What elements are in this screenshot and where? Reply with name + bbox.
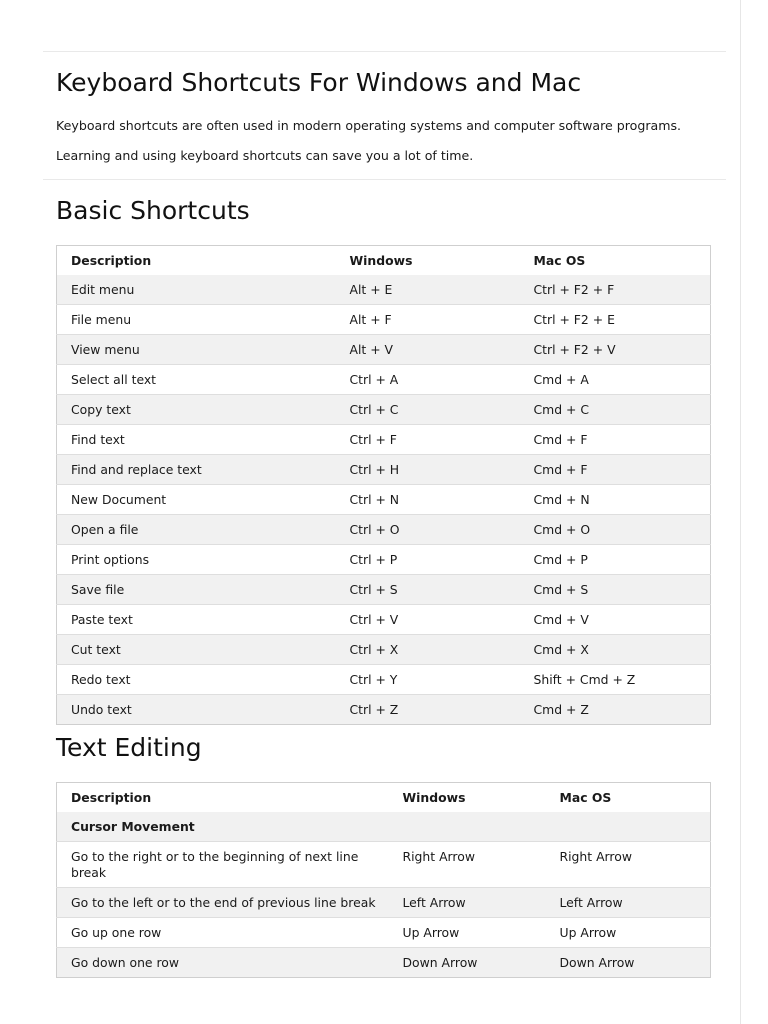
table-row (57, 545, 711, 575)
page-title: Keyboard Shortcuts For Windows and Mac (56, 68, 582, 97)
text-editing-table-viewport (56, 782, 712, 1000)
table-row (57, 365, 711, 395)
cell-description: Paste text (57, 605, 336, 635)
cell-description: Go up one row (57, 918, 389, 948)
table-header-row (57, 246, 711, 276)
cell-windows: Ctrl + H (336, 455, 520, 485)
cell-windows: Alt + F (336, 305, 520, 335)
column-header-description: Description (71, 790, 152, 805)
cell-macos: Cmd + C (520, 395, 711, 425)
cell-description: New Document (57, 485, 336, 515)
cell-windows: Ctrl + N (336, 485, 520, 515)
cell-description: Save file (57, 575, 336, 605)
column-header-windows: Windows (402, 790, 466, 805)
cell-macos: Cmd + A (520, 365, 711, 395)
text-editing-table (56, 782, 711, 978)
table-row (57, 842, 711, 888)
cell-windows: Ctrl + X (336, 635, 520, 665)
intro-divider (43, 179, 726, 180)
cell-windows: Ctrl + Z (336, 695, 520, 725)
cell-windows: Ctrl + A (336, 365, 520, 395)
cell-description: Redo text (57, 665, 336, 695)
intro-paragraph-2: Learning and using keyboard shortcuts can save you a lot of time. (56, 148, 474, 163)
table-row (57, 275, 711, 305)
table-row (57, 888, 711, 918)
cell-description: Copy text (57, 395, 336, 425)
cell-windows: Ctrl + V (336, 605, 520, 635)
cell-macos: Ctrl + F2 + V (520, 335, 711, 365)
cell-description: File menu (57, 305, 336, 335)
cell-windows: Ctrl + Y (336, 665, 520, 695)
cell-windows: Ctrl + O (336, 515, 520, 545)
cell-windows: Left Arrow (389, 888, 546, 918)
cell-macos: Cmd + X (520, 635, 711, 665)
table-row (57, 575, 711, 605)
table-row (57, 515, 711, 545)
cell-windows: Down Arrow (389, 948, 546, 978)
top-divider (43, 51, 726, 52)
table-row (57, 455, 711, 485)
column-header-macos: Mac OS (533, 253, 586, 268)
cell-description: Find and replace text (57, 455, 336, 485)
cell-description: Select all text (57, 365, 336, 395)
table-row (57, 485, 711, 515)
cell-macos: Cmd + N (520, 485, 711, 515)
cell-windows: Right Arrow (389, 842, 546, 888)
cell-macos: Ctrl + F2 + F (520, 275, 711, 305)
table-row (57, 695, 711, 725)
cell-description: Undo text (57, 695, 336, 725)
cell-description: Find text (57, 425, 336, 455)
cell-macos: Left Arrow (546, 888, 711, 918)
cell-macos: Down Arrow (546, 948, 711, 978)
cell-macos: Up Arrow (546, 918, 711, 948)
column-header-windows: Windows (349, 253, 413, 268)
text-editing-heading: Text Editing (56, 733, 202, 762)
cell-windows: Ctrl + C (336, 395, 520, 425)
cell-windows: Ctrl + F (336, 425, 520, 455)
cell-macos: Cmd + F (520, 425, 711, 455)
cell-description: Cut text (57, 635, 336, 665)
group-row (57, 812, 711, 842)
column-header-macos: Mac OS (559, 790, 612, 805)
table-row (57, 395, 711, 425)
cell-windows: Alt + E (336, 275, 520, 305)
table-row (57, 665, 711, 695)
cell-description: Go to the left or to the end of previous line break (57, 888, 389, 918)
column-header-description: Description (71, 253, 152, 268)
table-row (57, 335, 711, 365)
cell-macos: Cmd + S (520, 575, 711, 605)
intro-paragraph-1: Keyboard shortcuts are often used in modern operating systems and computer software programs. (56, 118, 682, 133)
cell-macos: Cmd + P (520, 545, 711, 575)
cell-macos: Cmd + F (520, 455, 711, 485)
table-row (57, 948, 711, 978)
cell-description: Edit menu (57, 275, 336, 305)
cell-macos: Cmd + Z (520, 695, 711, 725)
cell-macos: Ctrl + F2 + E (520, 305, 711, 335)
cell-windows: Ctrl + P (336, 545, 520, 575)
table-row (57, 425, 711, 455)
table-row (57, 635, 711, 665)
cell-windows: Ctrl + S (336, 575, 520, 605)
cell-macos: Right Arrow (546, 842, 711, 888)
cell-description: View menu (57, 335, 336, 365)
cell-windows: Alt + V (336, 335, 520, 365)
cell-description: Go down one row (57, 948, 389, 978)
cell-description: Print options (57, 545, 336, 575)
table-row (57, 605, 711, 635)
cell-macos: Shift + Cmd + Z (520, 665, 711, 695)
basic-shortcuts-table (56, 245, 711, 725)
basic-shortcuts-heading: Basic Shortcuts (56, 196, 250, 225)
cell-macos: Cmd + V (520, 605, 711, 635)
table-header-row (57, 783, 711, 813)
cell-macos: Cmd + O (520, 515, 711, 545)
cell-description: Go to the right or to the beginning of next line break (57, 842, 389, 888)
table-row (57, 918, 711, 948)
table-row (57, 305, 711, 335)
cell-windows: Up Arrow (389, 918, 546, 948)
page-edge (740, 0, 741, 1024)
cell-description: Open a file (57, 515, 336, 545)
group-label: Cursor Movement (57, 812, 711, 842)
